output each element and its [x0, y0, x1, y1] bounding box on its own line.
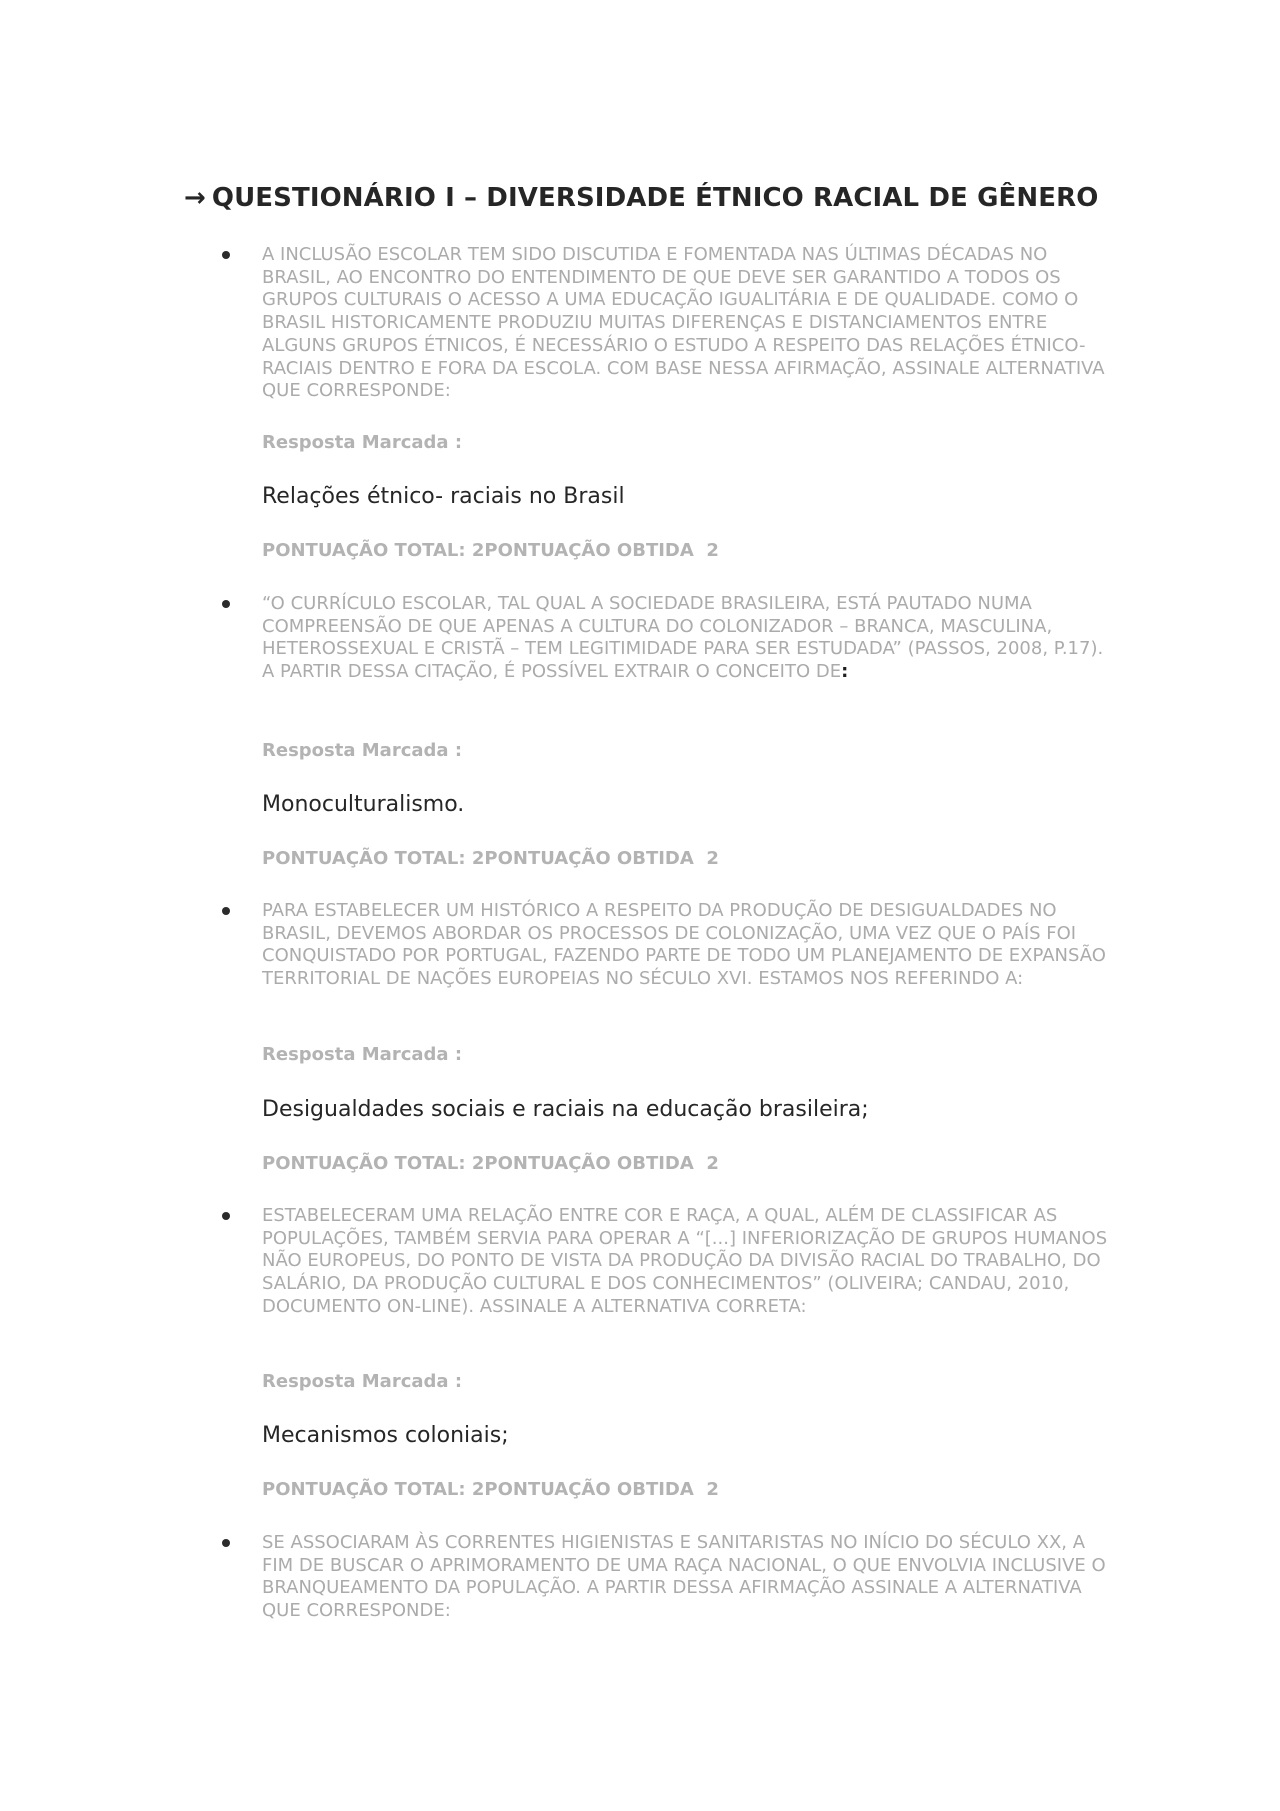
bullet-icon — [222, 907, 230, 915]
bullet-icon — [222, 1539, 230, 1547]
response-label: Resposta Marcada : — [262, 432, 463, 453]
question-text — [262, 593, 1112, 684]
marked-answer: Desigualdades sociais e raciais na educação brasileira; — [262, 1097, 869, 1122]
question-text — [262, 1532, 1112, 1623]
arrow-icon: → — [184, 183, 206, 213]
question-text — [262, 900, 1112, 991]
bullet-icon — [222, 1212, 230, 1220]
bullet-icon — [222, 600, 230, 608]
response-label: Resposta Marcada : — [262, 740, 463, 761]
question-text-suffix: : — [841, 661, 849, 683]
marked-answer: Mecanismos coloniais; — [262, 1423, 509, 1448]
document-title-text: QUESTIONÁRIO I – DIVERSIDADE ÉTNICO RACIAL DE GÊNERO — [211, 183, 1099, 213]
question-text — [262, 1205, 1112, 1319]
score-line: PONTUAÇÃO TOTAL: 2PONTUAÇÃO OBTIDA 2 — [262, 848, 719, 869]
score-line: PONTUAÇÃO TOTAL: 2PONTUAÇÃO OBTIDA 2 — [262, 1153, 719, 1174]
score-line: PONTUAÇÃO TOTAL: 2PONTUAÇÃO OBTIDA 2 — [262, 1479, 719, 1500]
response-label: Resposta Marcada : — [262, 1044, 463, 1065]
score-line: PONTUAÇÃO TOTAL: 2PONTUAÇÃO OBTIDA 2 — [262, 540, 719, 561]
question-text-body: ESTABELECERAM UMA RELAÇÃO ENTRE COR E RAÇA, A QUAL, ALÉM DE CLASSIFICAR AS POPULAÇÕES, TAMBÉM SERVIA PARA OPERAR A “[...] INFERIORIZAÇÃO DE GRUPOS HUMANOS NÃO EUROPEUS, DO PONTO DE VISTA DA PRODUÇÃO DA DIVISÃO RACIAL DO TRABALHO, DO SALÁRIO, DA PRODUÇÃO CULTURAL E DOS CONHECIMENTOS” (OLIVEIRA; CANDAU, 2010, DOCUMENTO ON-LINE). ASSINALE A ALTERNATIVA CORRETA: — [262, 1205, 1108, 1317]
question-text-body: SE ASSOCIARAM ÀS CORRENTES HIGIENISTAS E SANITARISTAS NO INÍCIO DO SÉCULO XX, A FIM DE BUSCAR O APRIMORAMENTO DE UMA RAÇA NACIONAL, O QUE ENVOLVIA INCLUSIVE O BRANQUEAMENTO DA POPULAÇÃO. A PARTIR DESSA AFIRMAÇÃO ASSINALE A ALTERNATIVA QUE CORRESPONDE: — [262, 1532, 1106, 1622]
document-title — [184, 183, 1098, 213]
bullet-icon — [222, 251, 230, 259]
response-label: Resposta Marcada : — [262, 1371, 463, 1392]
question-text-body: PARA ESTABELECER UM HISTÓRICO A RESPEITO DA PRODUÇÃO DE DESIGUALDADES NO BRASIL, DEVEMOS ABORDAR OS PROCESSOS DE COLONIZAÇÃO, UMA VEZ QUE O PAÍS FOI CONQUISTADO POR PORTUGAL, FAZENDO PARTE DE TODO UM PLANEJAMENTO DE EXPANSÃO TERRITORIAL DE NAÇÕES EUROPEIAS NO SÉCULO XVI. ESTAMOS NOS REFERINDO A: — [262, 900, 1106, 990]
marked-answer: Relações étnico- raciais no Brasil — [262, 484, 625, 509]
marked-answer: Monoculturalismo. — [262, 792, 465, 817]
question-text-body: A INCLUSÃO ESCOLAR TEM SIDO DISCUTIDA E FOMENTADA NAS ÚLTIMAS DÉCADAS NO BRASIL, AO ENCONTRO DO ENTENDIMENTO DE QUE DEVE SER GARANTIDO A TODOS OS GRUPOS CULTURAIS O ACESSO A UMA EDUCAÇÃO IGUALITÁRIA E DE QUALIDADE. COMO O BRASIL HISTORICAMENTE PRODUZIU MUITAS DIFERENÇAS E DISTANCIAMENTOS ENTRE ALGUNS GRUPOS ÉTNICOS, É NECESSÁRIO O ESTUDO A RESPEITO DAS RELAÇÕES ÉTNICO-RACIAIS DENTRO E FORA DA ESCOLA. COM BASE NESSA AFIRMAÇÃO, ASSINALE ALTERNATIVA QUE CORRESPONDE: — [262, 244, 1105, 402]
question-text — [262, 244, 1112, 403]
question-text-body: “O CURRÍCULO ESCOLAR, TAL QUAL A SOCIEDADE BRASILEIRA, ESTÁ PAUTADO NUMA COMPREENSÃO DE QUE APENAS A CULTURA DO COLONIZADOR – BRANCA, MASCULINA, HETEROSSEXUAL E CRISTÃ – TEM LEGITIMIDADE PARA SER ESTUDADA” (PASSOS, 2008, P.17). A PARTIR DESSA CITAÇÃO, É POSSÍVEL EXTRAIR O CONCEITO DE — [262, 593, 1104, 683]
